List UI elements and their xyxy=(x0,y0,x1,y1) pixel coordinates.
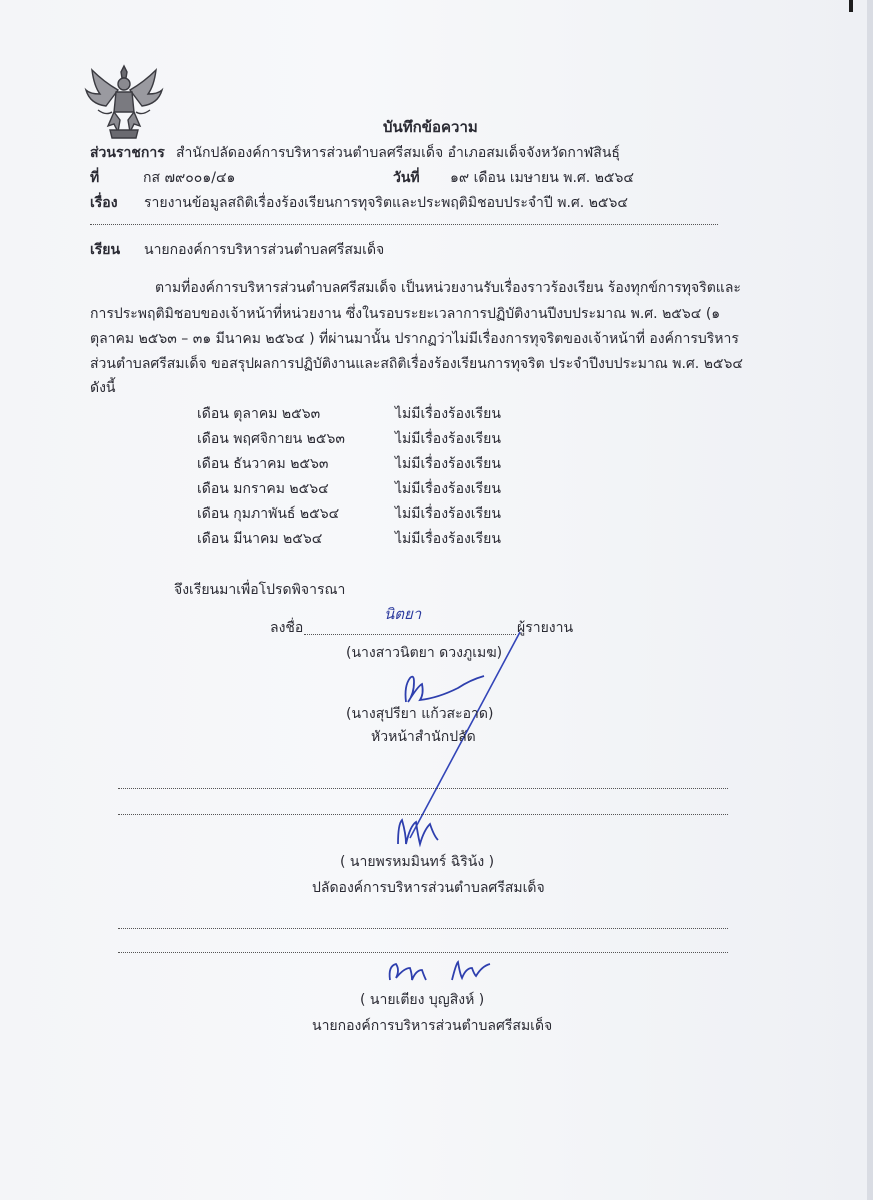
month-label: เดือน ธันวาคม ๒๕๖๓ xyxy=(197,456,329,472)
comment-line xyxy=(118,928,728,929)
comment-line xyxy=(118,788,728,789)
month-status: ไม่มีเรื่องร้องเรียน xyxy=(395,456,501,472)
deputy-name: ( นายพรหมมินทร์ ฉิริน้ง ) xyxy=(340,854,495,870)
deputy-signature-icon xyxy=(394,814,444,850)
comment-line xyxy=(118,952,728,953)
body-line: ตุลาคม ๒๕๖๓ – ๓๑ มีนาคม ๒๕๖๔ ) ที่ผ่านมานั้น ปรากฏว่าไม่มีเรื่องการทุจริตของเจ้าหน้าที่ องค์การบริหาร xyxy=(90,331,739,347)
reporter-handwritten-signature: นิตยา xyxy=(384,605,422,623)
month-status: ไม่มีเรื่องร้องเรียน xyxy=(395,481,501,497)
body-line: ส่วนตำบลศรีสมเด็จ ขอสรุปผลการปฏิบัติงานและสถิติเรื่องร้องเรียนการทุจริต ประจำปีงบประมาณ พ.ศ. ๒๕๖๔ xyxy=(90,356,744,372)
addressee-value: นายกองค์การบริหารส่วนตำบลศรีสมเด็จ xyxy=(144,242,385,258)
month-label: เดือน มีนาคม ๒๕๖๔ xyxy=(197,531,323,547)
month-label: เดือน ตุลาคม ๒๕๖๓ xyxy=(197,406,321,422)
month-status: ไม่มีเรื่องร้องเรียน xyxy=(395,431,501,447)
mayor-name: ( นายเตียง บุญสิงห์ ) xyxy=(360,992,485,1008)
body-line: การประพฤติมิชอบของเจ้าหน้าที่หน่วยงาน ซึ่งในรอบระยะเวลาการปฏิบัติงานปีงบประมาณ พ.ศ. ๒๕๖๔ (๑ xyxy=(90,306,721,322)
month-status: ไม่มีเรื่องร้องเรียน xyxy=(395,506,501,522)
subject-value: รายงานข้อมูลสถิติเรื่องร้องเรียนการทุจริตและประพฤติมิชอบประจำปี พ.ศ. ๒๕๖๔ xyxy=(144,195,629,211)
month-label: เดือน พฤศจิกายน ๒๕๖๓ xyxy=(197,431,345,447)
date-value: ๑๙ เดือน เมษายน พ.ศ. ๒๕๖๔ xyxy=(450,170,634,186)
mayor-position: นายกองค์การบริหารส่วนตำบลศรีสมเด็จ xyxy=(312,1018,553,1034)
body-line: ตามที่องค์การบริหารส่วนตำบลศรีสมเด็จ เป็นหน่วยงานรับเรื่องราวร้องเรียน ร้องทุกข์การทุจริตและ xyxy=(155,280,741,296)
closing-text: จึงเรียนมาเพื่อโปรดพิจารณา xyxy=(174,582,346,598)
addressee-label: เรียน xyxy=(90,242,121,258)
sign-label: ลงชื่อ xyxy=(270,620,304,636)
month-status: ไม่มีเรื่องร้องเรียน xyxy=(395,406,501,422)
head-name: (นางสุปรียา แก้วสะอาด) xyxy=(346,706,494,722)
deputy-position: ปลัดองค์การบริหารส่วนตำบลศรีสมเด็จ xyxy=(312,880,545,896)
reporter-name: (นางสาวนิตยา ดวงภูเมฆ) xyxy=(346,645,503,661)
month-status: ไม่มีเรื่องร้องเรียน xyxy=(395,531,501,547)
memo-title: บันทึกข้อความ xyxy=(383,118,478,136)
month-label: เดือน กุมภาพันธ์ ๒๕๖๔ xyxy=(197,506,340,522)
reference-number: กส ๗๙๐๐๑/๔๑ xyxy=(143,170,236,186)
body-line: ดังนี้ xyxy=(90,380,116,396)
date-label: วันที่ xyxy=(393,170,420,186)
reporter-role: ผู้รายงาน xyxy=(517,620,574,636)
agency-value: สำนักปลัดองค์การบริหารส่วนตำบลศรีสมเด็จ อำเภอสมเด็จจังหวัดกาฬสินธุ์ xyxy=(176,145,620,161)
head-position: หัวหน้าสำนักปลัด xyxy=(371,729,476,745)
agency-label: ส่วนราชการ xyxy=(90,145,165,161)
subject-label: เรื่อง xyxy=(90,195,118,211)
mayor-signature-icon xyxy=(386,956,496,986)
reference-label: ที่ xyxy=(90,170,100,186)
head-signature-icon xyxy=(398,672,488,708)
month-label: เดือน มกราคม ๒๕๖๔ xyxy=(197,481,329,497)
